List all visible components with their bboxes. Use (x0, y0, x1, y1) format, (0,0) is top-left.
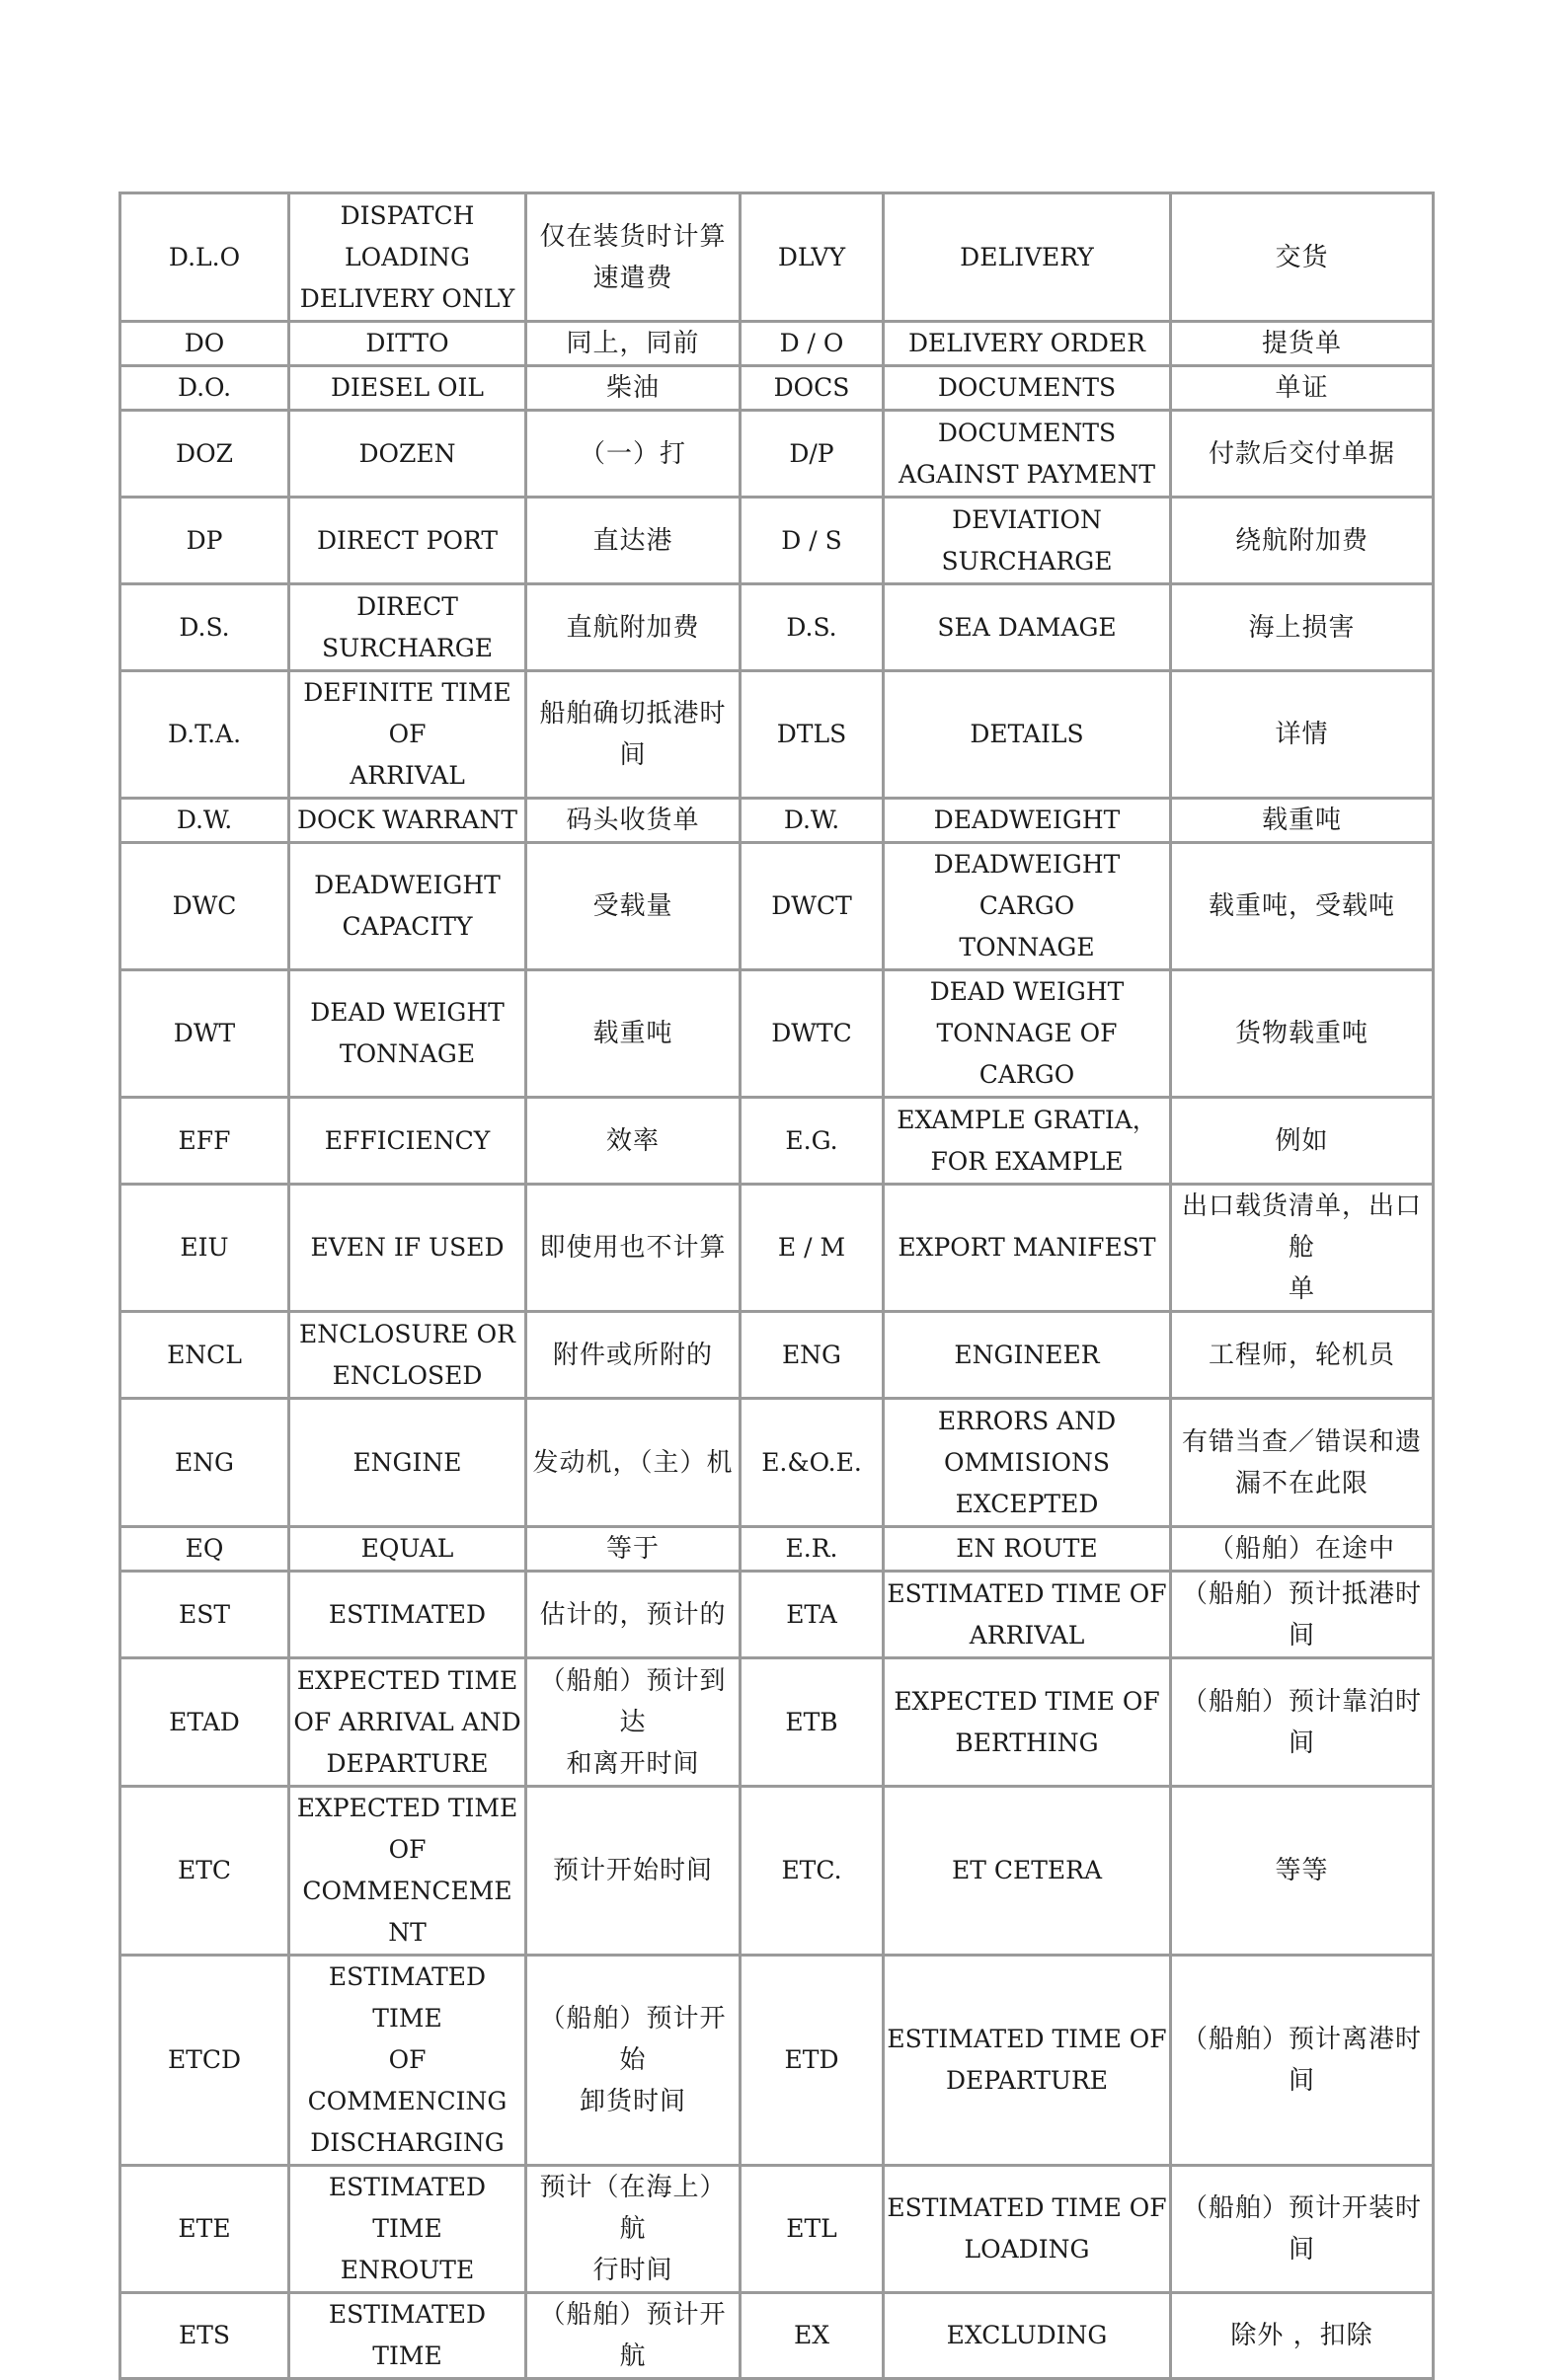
cell-abbr-2: D.S. (741, 584, 884, 671)
cell-abbr-2: ETA (741, 1572, 884, 1658)
cell-meaning-zh-1: 即使用也不计算 (526, 1185, 741, 1312)
cell-meaning-zh-2: 付款后交付单据 (1171, 411, 1434, 498)
cell-meaning-zh-1: （船舶）预计开航 (526, 2293, 741, 2379)
cell-meaning-en-2: DEAD WEIGHT TONNAGE OF CARGO (884, 970, 1171, 1098)
cell-meaning-zh-2: 有错当查／错误和遗 漏不在此限 (1171, 1399, 1434, 1527)
cell-abbr-1: ETCD (120, 1956, 289, 2166)
table-row (120, 2293, 1434, 2379)
cell-meaning-zh-2: 海上损害 (1171, 584, 1434, 671)
cell-meaning-zh-2: 单证 (1171, 366, 1434, 411)
cell-meaning-en-1: ESTIMATED TIME (289, 2293, 526, 2379)
cell-abbr-1: ETC (120, 1787, 289, 1956)
cell-abbr-2: ETD (741, 1956, 884, 2166)
cell-meaning-zh-1: 直航附加费 (526, 584, 741, 671)
cell-abbr-2: D / O (741, 322, 884, 366)
table-row (120, 1399, 1434, 1527)
table-row (120, 1787, 1434, 1956)
cell-meaning-en-2: ENGINEER (884, 1312, 1171, 1399)
table-row (120, 193, 1434, 322)
cell-abbr-2: ETC. (741, 1787, 884, 1956)
table-row (120, 1527, 1434, 1572)
cell-abbr-2: E.G. (741, 1098, 884, 1185)
cell-abbr-2: D / S (741, 498, 884, 584)
table-row (120, 322, 1434, 366)
cell-meaning-zh-2: 载重吨 (1171, 799, 1434, 843)
cell-abbr-1: ENCL (120, 1312, 289, 1399)
table-row (120, 584, 1434, 671)
cell-meaning-zh-1: （船舶）预计到达 和离开时间 (526, 1658, 741, 1787)
cell-meaning-zh-2: 除外 ，扣除 (1171, 2293, 1434, 2379)
cell-meaning-en-1: ESTIMATED (289, 1572, 526, 1658)
cell-meaning-zh-2: 详情 (1171, 671, 1434, 799)
cell-meaning-zh-2: （船舶）预计离港时间 (1171, 1956, 1434, 2166)
cell-abbr-1: ENG (120, 1399, 289, 1527)
cell-meaning-en-2: EXAMPLE GRATIA， FOR EXAMPLE (884, 1098, 1171, 1185)
cell-meaning-zh-1: 等于 (526, 1527, 741, 1572)
cell-abbr-1: D.L.O (120, 193, 289, 322)
cell-abbr-1: ETS (120, 2293, 289, 2379)
cell-abbr-1: EST (120, 1572, 289, 1658)
cell-abbr-1: ETAD (120, 1658, 289, 1787)
cell-abbr-2: E / M (741, 1185, 884, 1312)
cell-meaning-en-1: DITTO (289, 322, 526, 366)
cell-abbr-1: ETE (120, 2166, 289, 2293)
cell-meaning-en-1: DEFINITE TIME OF ARRIVAL (289, 671, 526, 799)
cell-meaning-en-1: EQUAL (289, 1527, 526, 1572)
cell-meaning-zh-2: （船舶）预计开装时间 (1171, 2166, 1434, 2293)
cell-meaning-en-1: DOZEN (289, 411, 526, 498)
cell-meaning-zh-2: 等等 (1171, 1787, 1434, 1956)
cell-meaning-zh-1: 效率 (526, 1098, 741, 1185)
cell-meaning-en-2: ESTIMATED TIME OF LOADING (884, 2166, 1171, 2293)
cell-meaning-en-2: EXPECTED TIME OF BERTHING (884, 1658, 1171, 1787)
cell-meaning-en-1: EVEN IF USED (289, 1185, 526, 1312)
cell-meaning-en-2: DELIVERY ORDER (884, 322, 1171, 366)
cell-meaning-en-2: ET CETERA (884, 1787, 1171, 1956)
cell-meaning-zh-1: 发动机，（主）机 (526, 1399, 741, 1527)
cell-meaning-en-1: DIESEL OIL (289, 366, 526, 411)
cell-meaning-zh-1: 船舶确切抵港时 间 (526, 671, 741, 799)
cell-meaning-zh-2: 出口载货清单，出口舱 单 (1171, 1185, 1434, 1312)
cell-meaning-zh-1: 附件或所附的 (526, 1312, 741, 1399)
cell-abbr-2: DOCS (741, 366, 884, 411)
table-row (120, 366, 1434, 411)
table-row (120, 843, 1434, 970)
cell-meaning-zh-1: 直达港 (526, 498, 741, 584)
cell-meaning-en-2: ESTIMATED TIME OF ARRIVAL (884, 1572, 1171, 1658)
cell-abbr-1: D.W. (120, 799, 289, 843)
cell-meaning-zh-2: 工程师，轮机员 (1171, 1312, 1434, 1399)
table-row (120, 1098, 1434, 1185)
table-row (120, 1185, 1434, 1312)
table-row (120, 1658, 1434, 1787)
cell-meaning-en-2: DEADWEIGHT CARGO TONNAGE (884, 843, 1171, 970)
table-row (120, 2166, 1434, 2293)
cell-meaning-zh-1: 同上，同前 (526, 322, 741, 366)
cell-meaning-zh-2: （船舶）预计抵港时间 (1171, 1572, 1434, 1658)
table-row (120, 1572, 1434, 1658)
cell-meaning-en-2: DEVIATION SURCHARGE (884, 498, 1171, 584)
cell-abbr-2: ETB (741, 1658, 884, 1787)
cell-abbr-2: DTLS (741, 671, 884, 799)
cell-abbr-1: DWT (120, 970, 289, 1098)
cell-abbr-1: D.S. (120, 584, 289, 671)
cell-meaning-en-1: DOCK WARRANT (289, 799, 526, 843)
cell-meaning-en-1: ENGINE (289, 1399, 526, 1527)
cell-abbr-2: ENG (741, 1312, 884, 1399)
cell-meaning-en-2: EXCLUDING (884, 2293, 1171, 2379)
cell-meaning-en-1: ESTIMATED TIME ENROUTE (289, 2166, 526, 2293)
cell-abbr-2: DWCT (741, 843, 884, 970)
cell-meaning-zh-2: 货物载重吨 (1171, 970, 1434, 1098)
cell-abbr-1: D.T.A. (120, 671, 289, 799)
cell-abbr-2: D/P (741, 411, 884, 498)
cell-abbr-2: E.R. (741, 1527, 884, 1572)
cell-meaning-zh-1: （一）打 (526, 411, 741, 498)
table-row (120, 1312, 1434, 1399)
cell-abbr-1: D.O. (120, 366, 289, 411)
cell-meaning-en-1: EXPECTED TIME OF COMMENCEMENT (289, 1787, 526, 1956)
cell-meaning-zh-2: 绕航附加费 (1171, 498, 1434, 584)
cell-abbr-1: DOZ (120, 411, 289, 498)
cell-meaning-zh-1: 预计（在海上）航 行时间 (526, 2166, 741, 2293)
cell-meaning-zh-1: 估计的，预计的 (526, 1572, 741, 1658)
cell-abbr-1: EQ (120, 1527, 289, 1572)
cell-abbr-2: EX (741, 2293, 884, 2379)
abbreviation-table (118, 192, 1435, 2380)
cell-abbr-2: E.&O.E. (741, 1399, 884, 1527)
cell-abbr-1: EIU (120, 1185, 289, 1312)
cell-meaning-en-1: DEADWEIGHT CAPACITY (289, 843, 526, 970)
cell-meaning-en-1: EFFICIENCY (289, 1098, 526, 1185)
cell-meaning-en-1: ENCLOSURE OR ENCLOSED (289, 1312, 526, 1399)
cell-meaning-en-2: DETAILS (884, 671, 1171, 799)
cell-meaning-en-2: EN ROUTE (884, 1527, 1171, 1572)
cell-abbr-2: D.W. (741, 799, 884, 843)
cell-abbr-1: EFF (120, 1098, 289, 1185)
cell-meaning-en-2: ERRORS AND OMMISIONS EXCEPTED (884, 1399, 1171, 1527)
cell-meaning-en-2: DOCUMENTS AGAINST PAYMENT (884, 411, 1171, 498)
cell-abbr-1: DWC (120, 843, 289, 970)
cell-meaning-en-2: EXPORT MANIFEST (884, 1185, 1171, 1312)
cell-meaning-zh-1: （船舶）预计开始 卸货时间 (526, 1956, 741, 2166)
cell-abbr-1: DP (120, 498, 289, 584)
cell-meaning-zh-1: 预计开始时间 (526, 1787, 741, 1956)
cell-meaning-zh-1: 码头收货单 (526, 799, 741, 843)
table-row (120, 970, 1434, 1098)
table-row (120, 1956, 1434, 2166)
cell-meaning-en-2: SEA DAMAGE (884, 584, 1171, 671)
cell-meaning-zh-2: 提货单 (1171, 322, 1434, 366)
table-row (120, 411, 1434, 498)
cell-meaning-zh-2: 例如 (1171, 1098, 1434, 1185)
cell-meaning-en-2: DELIVERY (884, 193, 1171, 322)
cell-meaning-en-2: DEADWEIGHT (884, 799, 1171, 843)
cell-meaning-en-1: DIRECT PORT (289, 498, 526, 584)
cell-meaning-zh-1: 柴油 (526, 366, 741, 411)
cell-meaning-en-1: ESTIMATED TIME OF COMMENCING DISCHARGING (289, 1956, 526, 2166)
cell-abbr-1: DO (120, 322, 289, 366)
cell-meaning-en-1: DISPATCH LOADING DELIVERY ONLY (289, 193, 526, 322)
cell-meaning-en-2: ESTIMATED TIME OF DEPARTURE (884, 1956, 1171, 2166)
cell-meaning-en-1: DEAD WEIGHT TONNAGE (289, 970, 526, 1098)
cell-meaning-zh-1: 载重吨 (526, 970, 741, 1098)
cell-abbr-2: DLVY (741, 193, 884, 322)
cell-meaning-zh-2: 载重吨，受载吨 (1171, 843, 1434, 970)
cell-meaning-zh-2: （船舶）预计靠泊时间 (1171, 1658, 1434, 1787)
table-row (120, 498, 1434, 584)
cell-meaning-zh-1: 受载量 (526, 843, 741, 970)
cell-abbr-2: DWTC (741, 970, 884, 1098)
cell-abbr-2: ETL (741, 2166, 884, 2293)
cell-meaning-zh-1: 仅在装货时计算 速遣费 (526, 193, 741, 322)
cell-meaning-en-1: EXPECTED TIME OF ARRIVAL AND DEPARTURE (289, 1658, 526, 1787)
cell-meaning-en-2: DOCUMENTS (884, 366, 1171, 411)
cell-meaning-zh-2: 交货 (1171, 193, 1434, 322)
cell-meaning-zh-2: （船舶）在途中 (1171, 1527, 1434, 1572)
table-row (120, 671, 1434, 799)
cell-meaning-en-1: DIRECT SURCHARGE (289, 584, 526, 671)
table-body (120, 193, 1434, 2379)
table-row (120, 799, 1434, 843)
